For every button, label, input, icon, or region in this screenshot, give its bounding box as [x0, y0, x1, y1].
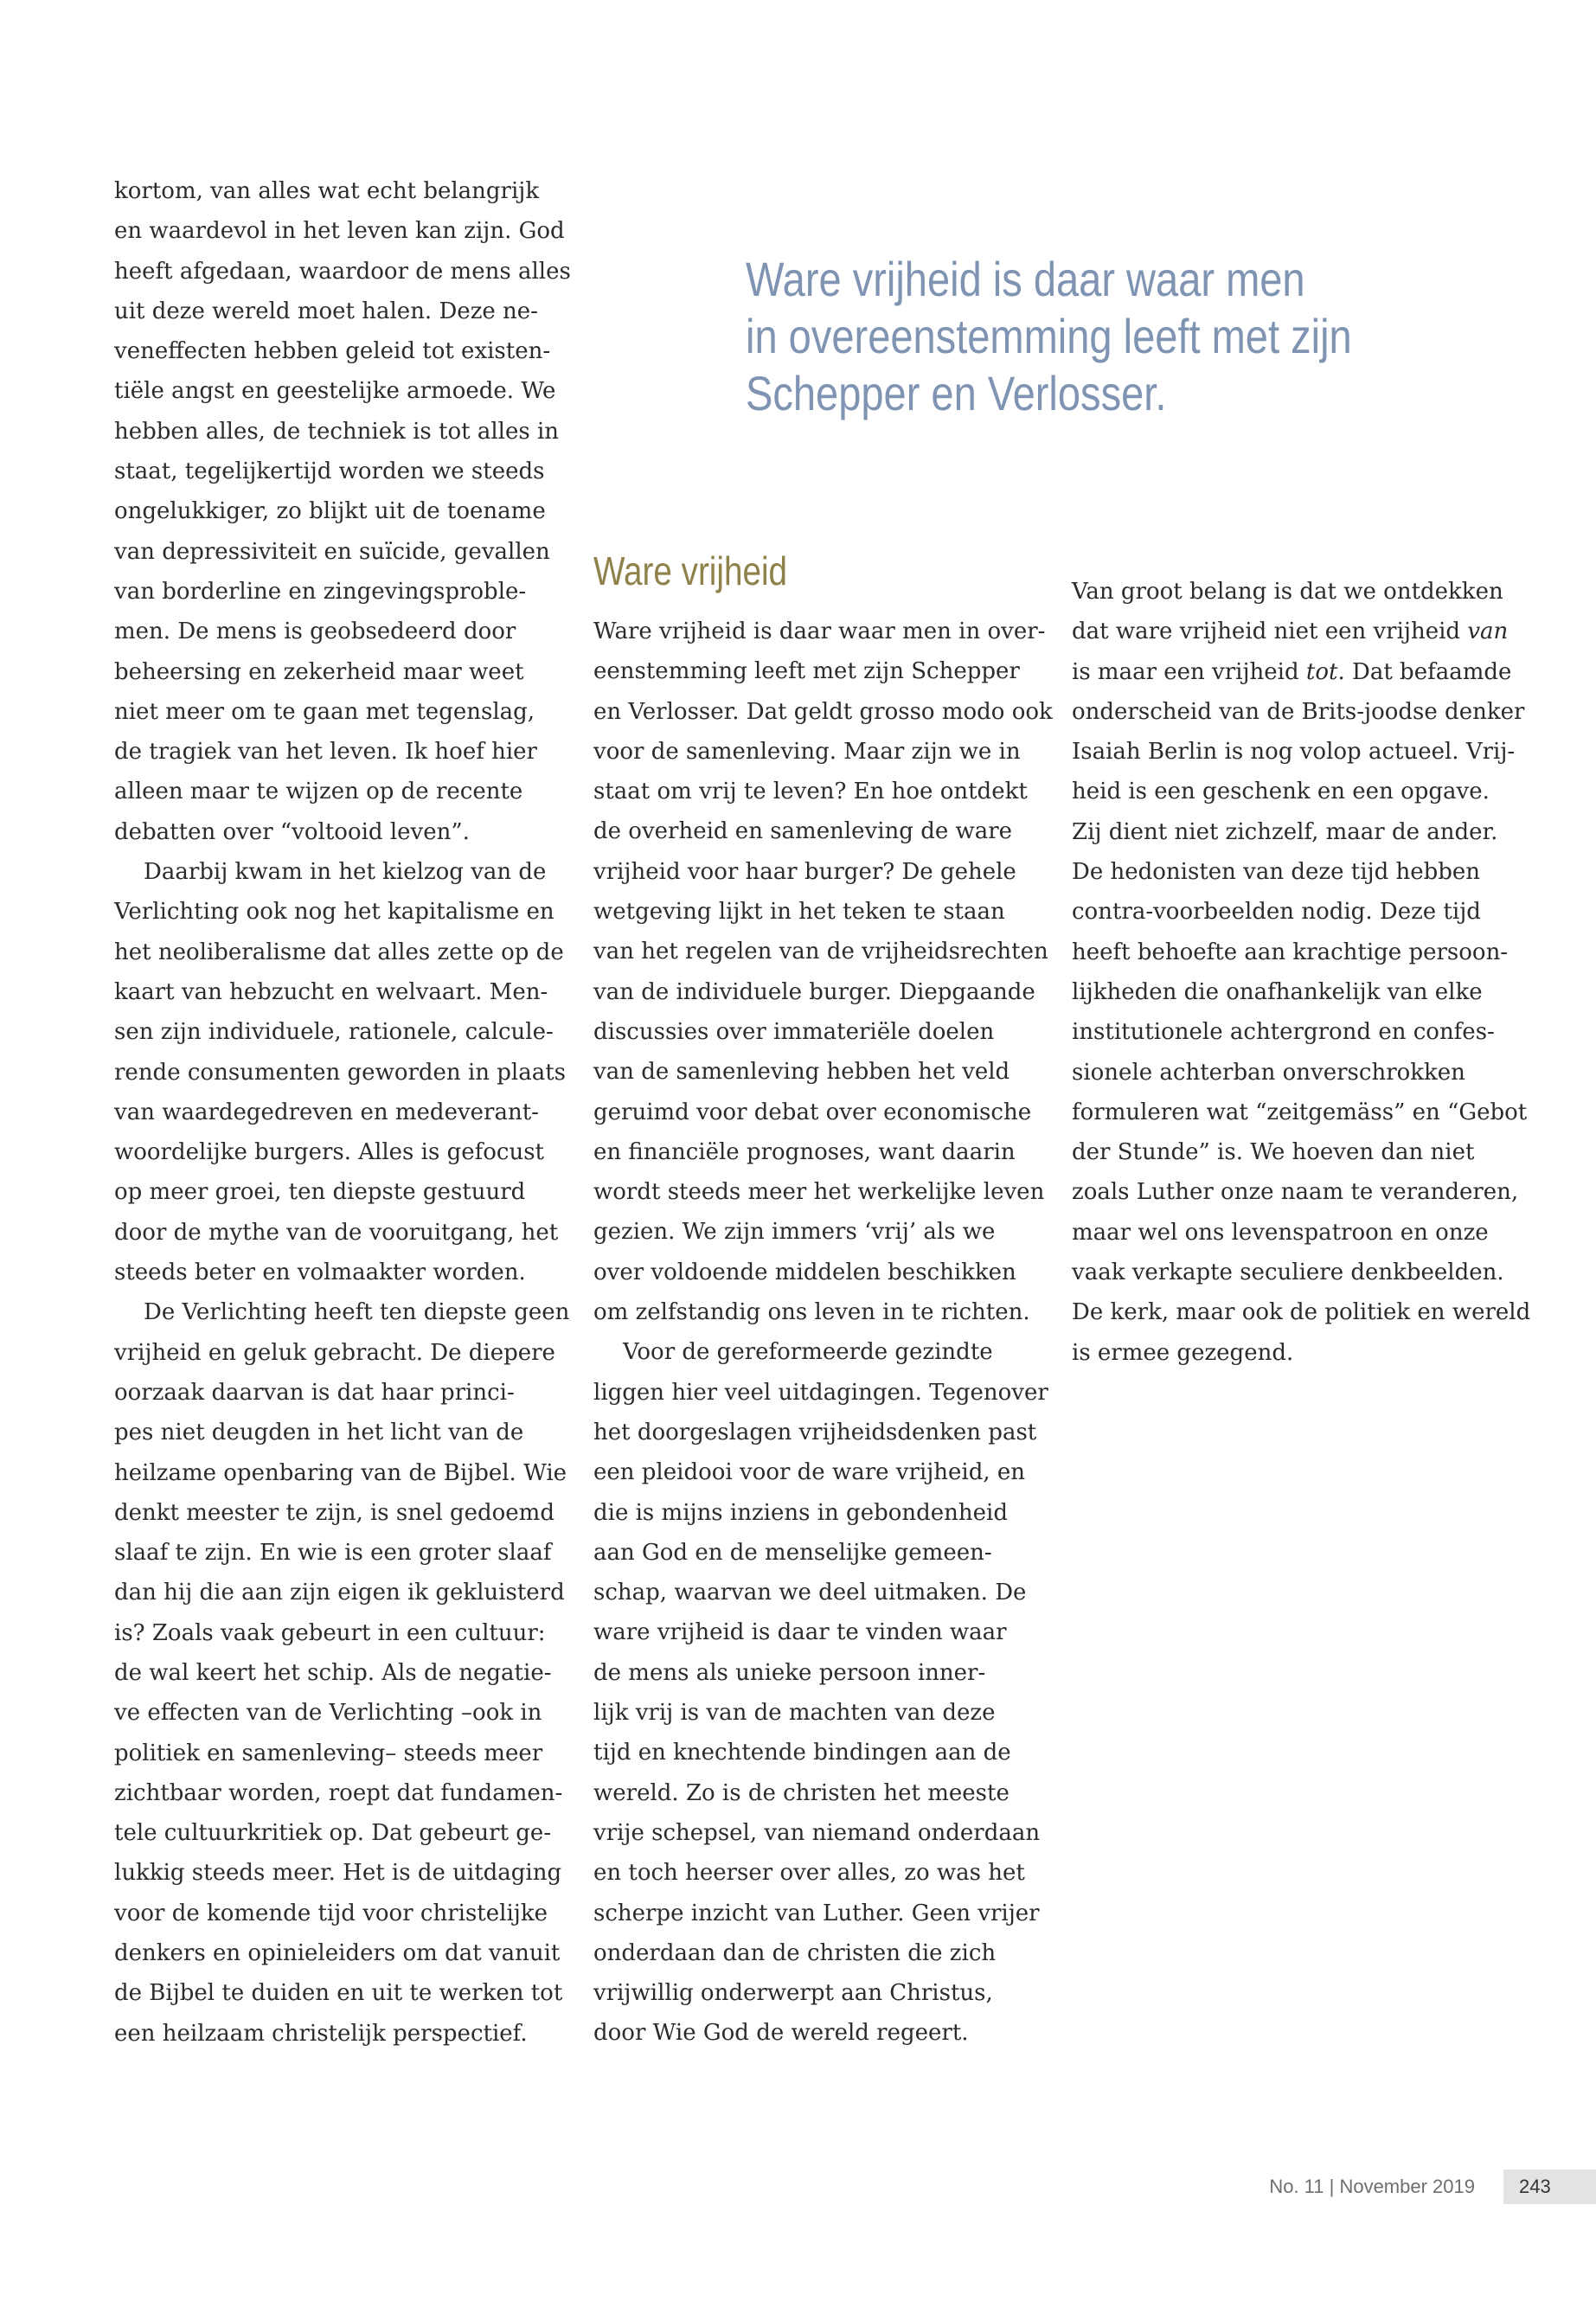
text-line: sen zijn individuele, rationele, calcule-: [114, 1019, 554, 1046]
text-line: veneffecten hebben geleid tot existen-: [114, 338, 551, 365]
text-line: pes niet deugden in het licht van de: [114, 1420, 524, 1446]
text-line: aan God en de menselijke gemeen-: [593, 1539, 992, 1566]
text-line: en Verlosser. Dat geldt grosso modo ook: [593, 698, 1053, 725]
text-line: die is mijns inziens in gebondenheid: [593, 1499, 1008, 1526]
text-line: denkt meester te zijn, is snel gedoemd: [114, 1499, 554, 1526]
text-line: over voldoende middelen beschikken: [593, 1259, 1016, 1285]
text-line: door Wie God de wereld regeert.: [593, 2020, 969, 2047]
text-line: maar wel ons levenspatroon en onze: [1072, 1219, 1489, 1246]
text-line: Isaiah Berlin is nog volop actueel. Vrij-: [1072, 739, 1516, 766]
text-line: men. De mens is geobsedeerd door: [114, 619, 516, 645]
text-line: de wal keert het schip. Als de negatie-: [114, 1659, 552, 1686]
text-line: de tragiek van het leven. Ik hoef hier: [114, 739, 537, 766]
text-line: zichtbaar worden, roept dat fundamen-: [114, 1779, 563, 1806]
pull-quote-line: in overeenstemming leeft met zijn: [746, 309, 1352, 363]
text-line: discussies over immateriële doelen: [593, 1018, 995, 1045]
text-line: vaak verkapte seculiere denkbeelden.: [1072, 1259, 1504, 1286]
text-line: Ware vrijheid is daar waar men in over-: [593, 619, 1046, 644]
text-line: vrije schepsel, van niemand onderdaan: [593, 1819, 1041, 1846]
text-line: debatten over “voltooid leven”.: [114, 818, 470, 845]
text-line: oorzaak daarvan is dat haar princi-: [114, 1379, 515, 1406]
text-line: door de mythe van de vooruitgang, het: [114, 1219, 559, 1246]
text-line: onderdaan dan de christen die zich: [593, 1939, 997, 1966]
text-line: formuleren wat “zeitgemäss” en “Gebot: [1072, 1099, 1528, 1125]
body-column-1: [114, 171, 571, 2054]
text-line: het neoliberalisme dat alles zette op de: [114, 939, 564, 965]
text-line: en waardevol in het leven kan zijn. God: [114, 218, 565, 245]
text-line: onderscheid van de Brits-joodse denker: [1072, 698, 1525, 725]
text-line: tele cultuurkritiek op. Dat gebeurt ge-: [114, 1820, 552, 1847]
text-line: schap, waarvan we deel uitmaken. De: [593, 1580, 1027, 1606]
text-line: van borderline en zingevingsproble-: [114, 578, 527, 605]
text-line: is maar een vrijheid tot. Dat befaamde: [1072, 658, 1512, 685]
text-line: heilzame openbaring van de Bijbel. Wie: [114, 1459, 567, 1486]
text-line: is? Zoals vaak gebeurt in een cultuur:: [114, 1619, 546, 1646]
text-line: slaaf te zijn. En wie is een groter slaaf: [114, 1540, 552, 1567]
text-line: lijkheden die onafhankelijk van elke: [1072, 978, 1483, 1005]
text-line: liggen hier veel uitdagingen. Tegenover: [593, 1379, 1048, 1406]
text-line: voor de samenleving. Maar zijn we in: [593, 738, 1021, 765]
text-line: en financiële prognoses, want daarin: [593, 1138, 1016, 1165]
text-line: kaart van hebzucht en welvaart. Men-: [114, 978, 548, 1005]
text-line: staat om vrij te leven? En hoe ontdekt: [593, 779, 1028, 805]
text-line: vrijheid voor haar burger? De gehele: [593, 858, 1016, 885]
text-line: voor de komende tijd voor christelijke: [114, 1900, 548, 1926]
text-line: beheersing en zekerheid maar weet: [114, 658, 524, 685]
text-line: der Stunde” is. We hoeven dan niet: [1072, 1139, 1475, 1166]
text-line: niet meer om te gaan met tegenslag,: [114, 698, 535, 725]
text-line: woordelijke burgers. Alles is gefocust: [114, 1139, 544, 1166]
text-line: op meer groei, ten diepste gestuurd: [114, 1179, 526, 1206]
text-line: om zelfstandig ons leven in te richten.: [593, 1299, 1030, 1326]
text-line: Zij dient niet zichzelf, maar de ander.: [1072, 818, 1498, 845]
emphasis: tot: [1305, 658, 1338, 685]
text-line: tijd en knechtende bindingen aan de: [593, 1740, 1011, 1766]
text-line: dat ware vrijheid niet een vrijheid van: [1072, 619, 1509, 645]
pull-quote-line: Schepper en Verlosser.: [746, 366, 1167, 420]
text-line: wetgeving lijkt in het teken te staan: [593, 899, 1005, 926]
text-line: Verlichting ook nog het kapitalisme en: [114, 899, 554, 926]
text-line: De Verlichting heeft ten diepste geen: [144, 1299, 570, 1326]
body-column-2: [593, 612, 1053, 2054]
text-line: steeds beter en volmaakter worden.: [114, 1259, 526, 1286]
text-line: van het regelen van de vrijheidsrechten: [593, 939, 1048, 965]
text-line: staat, tegelijkertijd worden we steeds: [114, 458, 545, 485]
text-line: gezien. We zijn immers ‘vrij’ als we: [593, 1219, 996, 1246]
pull-quote: [746, 251, 1352, 422]
text-line: van waardegedreven en medeverant-: [114, 1099, 539, 1125]
text-line: De kerk, maar ook de politiek en wereld: [1072, 1299, 1531, 1326]
section-heading: Ware vrijheid: [593, 548, 788, 593]
text-line: wordt steeds meer het werkelijke leven: [593, 1179, 1045, 1206]
text-line: een pleidooi voor de ware vrijheid, en: [593, 1459, 1026, 1486]
text-line: van depressiviteit en suïcide, gevallen: [114, 538, 550, 565]
text-line: heid is een geschenk en een opgave.: [1072, 779, 1490, 805]
text-line: zoals Luther onze naam te veranderen,: [1072, 1179, 1519, 1206]
text-line: contra-voorbeelden nodig. Deze tijd: [1072, 899, 1481, 926]
text-line: van de samenleving hebben het veld: [593, 1059, 1010, 1086]
text-line: scherpe inzicht van Luther. Geen vrijer: [593, 1900, 1040, 1926]
text-line: wereld. Zo is de christen het meeste: [593, 1779, 1010, 1806]
text-line: ware vrijheid is daar te vinden waar: [593, 1619, 1007, 1646]
text-line: kortom, van alles wat echt belangrijk: [114, 178, 540, 204]
text-line: Daarbij kwam in het kielzog van de: [144, 859, 547, 886]
text-line: ongelukkiger, zo blijkt uit de toename: [114, 498, 546, 525]
text-line: ve effecten van de Verlichting –ook in: [114, 1700, 542, 1727]
text-line: de overheid en samenleving de ware: [593, 818, 1013, 845]
text-line: vrijheid en geluk gebracht. De diepere: [114, 1339, 555, 1366]
text-line: heeft behoefte aan krachtige persoon-: [1072, 939, 1509, 965]
text-line: is ermee gezegend.: [1072, 1339, 1294, 1366]
body-column-3: [1072, 572, 1531, 1373]
text-line: eenstemming leeft met zijn Schepper: [593, 658, 1020, 685]
text-line: institutionele achtergrond en confes-: [1072, 1019, 1495, 1046]
text-line: van de individuele burger. Diepgaande: [593, 978, 1035, 1005]
text-line: vrijwillig onderwerpt aan Christus,: [593, 1980, 993, 2007]
text-line: de Bijbel te duiden en uit te werken tot: [114, 1980, 563, 2007]
text-line: denkers en opinieleiders om dat vanuit: [114, 1940, 561, 1967]
text-line: Voor de gereformeerde gezindte: [623, 1339, 993, 1366]
text-line: Van groot belang is dat we ontdekken: [1072, 579, 1503, 605]
text-line: het doorgeslagen vrijheidsdenken past: [593, 1419, 1037, 1445]
text-line: uit deze wereld moet halen. Deze ne-: [114, 298, 538, 324]
text-line: dan hij die aan zijn eigen ik gekluisterd: [114, 1580, 565, 1606]
text-line: geruimd voor debat over economische: [593, 1099, 1032, 1125]
text-line: de mens als unieke persoon inner-: [593, 1659, 986, 1686]
text-line: tiële angst en geestelijke armoede. We: [114, 378, 556, 405]
text-line: lijk vrij is van de machten van deze: [593, 1700, 996, 1727]
text-line: De hedonisten van deze tijd hebben: [1072, 859, 1481, 886]
text-line: heeft afgedaan, waardoor de mens alles: [114, 258, 571, 285]
text-line: sionele achterban onverschrokken: [1072, 1059, 1465, 1086]
text-line: lukkig steeds meer. Het is de uitdaging: [114, 1860, 562, 1887]
text-line: alleen maar te wijzen op de recente: [114, 779, 523, 805]
text-line: rende consumenten geworden in plaats: [114, 1059, 567, 1086]
page-footer: [1125, 2170, 1596, 2204]
pull-quote-line: Ware vrijheid is daar waar men: [746, 252, 1305, 306]
text-line: hebben alles, de techniek is tot alles in: [114, 418, 560, 445]
issue-info: No. 11 | November 2019: [1269, 2176, 1475, 2197]
emphasis: van: [1467, 619, 1509, 645]
text-line: politiek en samenleving– steeds meer: [114, 1740, 543, 1766]
page-number: 243: [1503, 2170, 1596, 2204]
text-line: een heilzaam christelijk perspectief.: [114, 2020, 528, 2047]
text-line: en toch heerser over alles, zo was het: [593, 1860, 1025, 1887]
